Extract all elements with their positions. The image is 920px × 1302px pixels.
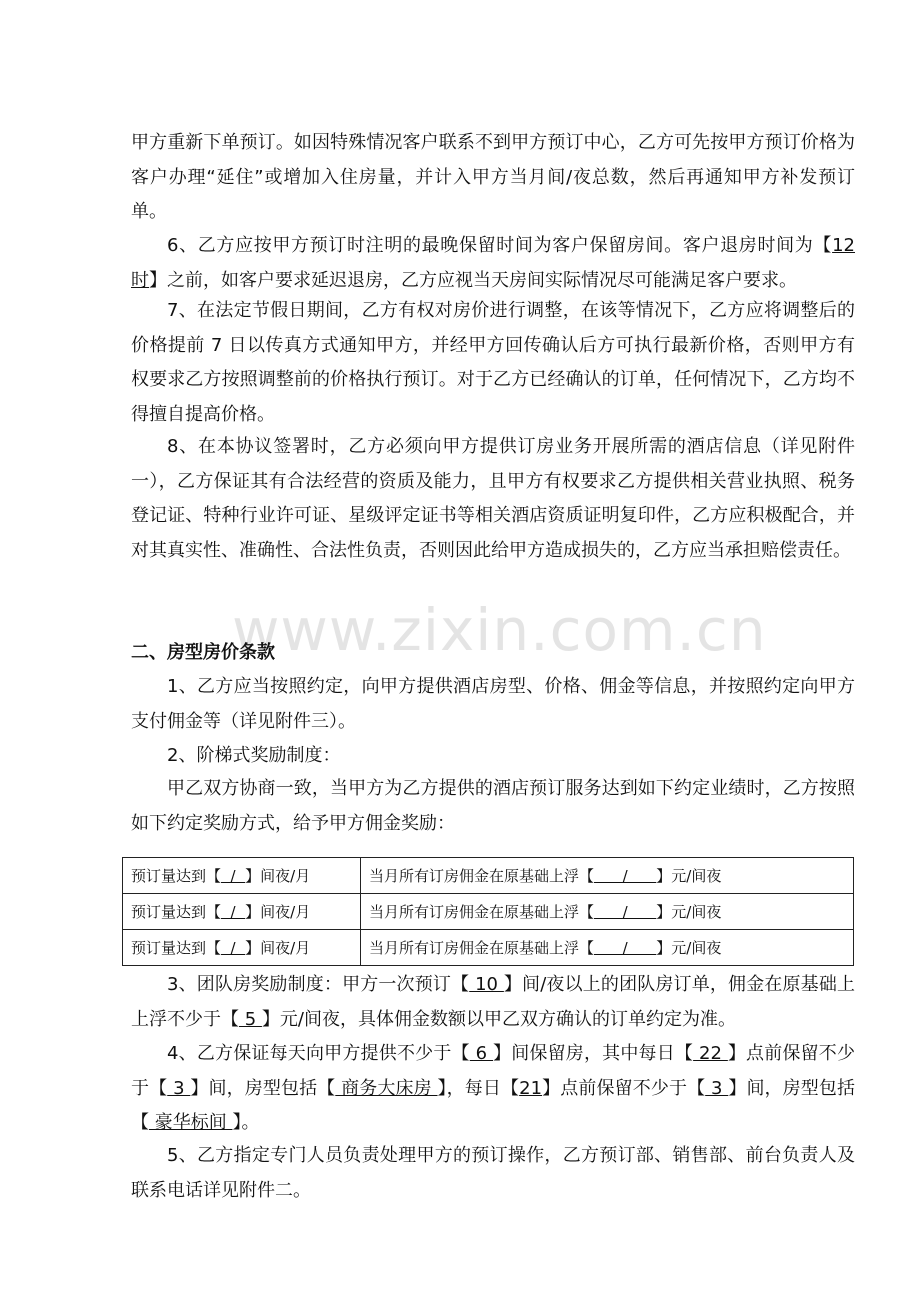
paragraph-agreement: 甲乙双方协商一致，当甲方为乙方提供的酒店预订服务达到如下约定业绩时，乙方按照如下约定奖励方式，给予甲方佣金奖励： [131, 778, 855, 834]
tier-threshold-label: 预订量达到【 [131, 903, 222, 921]
tier-threshold-value: / [221, 867, 246, 885]
clause-6-text-end: 】之前，如客户要求延迟退房，乙方应视当天房间实际情况尽可能满足客户要求。 [149, 269, 797, 291]
reserve-rooms-value: 6 [469, 1043, 493, 1064]
paragraph-room-rate-1: 1、乙方应当按照约定，向甲方提供酒店房型、价格、佣金等信息，并按照约定向甲方支付佣金等（详见附件三）。 [131, 676, 855, 732]
group-text-b: 】间/夜以上的团队房订单，佣金在原基础上上浮不少于【 [131, 974, 856, 1030]
group-min-rooms-value: 10 [469, 974, 504, 995]
tier-bonus-value: / [594, 867, 657, 885]
paragraph-reserved-rooms [131, 1037, 855, 1141]
tier-threshold-label: 预订量达到【 [131, 939, 222, 957]
room-type-2-value: 豪华标间 [149, 1112, 233, 1133]
reserve-hour-1-value: 22 [693, 1043, 728, 1064]
tier-threshold-unit: 】间夜/月 [245, 867, 311, 885]
tier-bonus-cell [361, 894, 854, 930]
reserve-text-g: 】间，房型包括【 [131, 1077, 856, 1133]
reserve-hour-2-value: 21 [519, 1077, 543, 1099]
reserve-count-1-value: 3 [167, 1077, 191, 1099]
checkout-time-value: 12时 [131, 235, 855, 291]
paragraph-clause-7: 7、在法定节假日期间，乙方有权对房价进行调整，在该等情况下，乙方应将调整后的价格提前 7 日以传真方式通知甲方，并经甲方回传确认后方可执行最新价格，否则甲方有权要求乙方按照调整前的价格执行预订。对于乙方已经确认的订单，任何情况下，乙方均不得擅自提高价格。 [131, 300, 855, 425]
tier-bonus-label: 当月所有订房佣金在原基础上浮【 [369, 939, 595, 957]
tier-bonus-cell [361, 858, 854, 894]
tier-bonus-value: / [594, 903, 657, 921]
reserve-text-d: 】间，房型包括【 [190, 1077, 336, 1099]
reserve-text-a: 4、乙方保证每天向甲方提供不少于【 [167, 1043, 470, 1064]
tier-row [123, 930, 854, 966]
reserve-text-f: 】点前保留不少于【 [542, 1077, 706, 1099]
paragraph-clause-8: 8、在本协议签署时，乙方必须向甲方提供订房业务开展所需的酒店信息（详见附件一），乙方保证其有合法经营的资质及能力，且甲方有权要求乙方提供相关营业执照、税务登记证、特种行业许可证、星级评定证书等相关酒店资质证明复印件，乙方应积极配合，并对其真实性、准确性、合法性负责，否则因此给甲方造成损失的，乙方应当承担赔偿责任。 [131, 436, 855, 561]
tier-threshold-unit: 】间夜/月 [245, 939, 311, 957]
reserve-text-c: 】点前保留不少于【 [131, 1043, 855, 1099]
tier-threshold-label: 预订量达到【 [131, 867, 222, 885]
tier-reward-table [122, 857, 854, 966]
paragraph-clause-6 [131, 229, 855, 298]
reserve-text-h: 】。 [232, 1112, 260, 1133]
tier-bonus-label: 当月所有订房佣金在原基础上浮【 [369, 903, 595, 921]
tier-bonus-unit: 】元/间夜 [656, 939, 722, 957]
tier-row [123, 894, 854, 930]
tier-bonus-unit: 】元/间夜 [656, 867, 722, 885]
tier-bonus-label: 当月所有订房佣金在原基础上浮【 [369, 867, 595, 885]
paragraph-contact-person: 5、乙方指定专门人员负责处理甲方的预订操作，乙方预订部、销售部、前台负责人及联系电话详见附件二。 [131, 1145, 855, 1201]
group-text-a: 3、团队房奖励制度：甲方一次预订【 [167, 974, 470, 995]
tier-bonus-value: / [594, 939, 657, 957]
tier-row [123, 858, 854, 894]
room-type-1-value: 商务大床房 [335, 1077, 438, 1099]
tier-threshold-value: / [221, 939, 246, 957]
watermark: www.zixin.com.cn [232, 596, 767, 664]
section-heading: 二、房型房价条款 [131, 642, 275, 663]
paragraph-group-reward [131, 968, 855, 1037]
group-bonus-value: 5 [239, 1008, 262, 1030]
group-text-c: 】元/间夜，具体佣金数额以甲乙双方确认的订单约定为准。 [261, 1008, 736, 1030]
reserve-text-e: 】，每日【 [437, 1077, 520, 1099]
tier-threshold-value: / [221, 903, 246, 921]
tier-bonus-cell [361, 930, 854, 966]
clause-6-text: 6、乙方应按甲方预订时注明的最晚保留时间为客户保留房间。客户退房时间为【 [167, 235, 833, 256]
tier-threshold-cell [123, 930, 361, 966]
reserve-count-2-value: 3 [705, 1077, 729, 1099]
reserve-text-b: 】间保留房，其中每日【 [493, 1043, 694, 1064]
tier-threshold-cell [123, 858, 361, 894]
tier-threshold-unit: 】间夜/月 [245, 903, 311, 921]
paragraph-reorder: 甲方重新下单预订。如因特殊情况客户联系不到甲方预订中心，乙方可先按甲方预订价格为客户办理“延住”或增加入住房量，并计入甲方当月间/夜总数，然后再通知甲方补发预订单。 [131, 132, 855, 222]
tier-threshold-cell [123, 894, 361, 930]
paragraph-tier-reward: 2、阶梯式奖励制度： [167, 745, 341, 766]
tier-bonus-unit: 】元/间夜 [656, 903, 722, 921]
